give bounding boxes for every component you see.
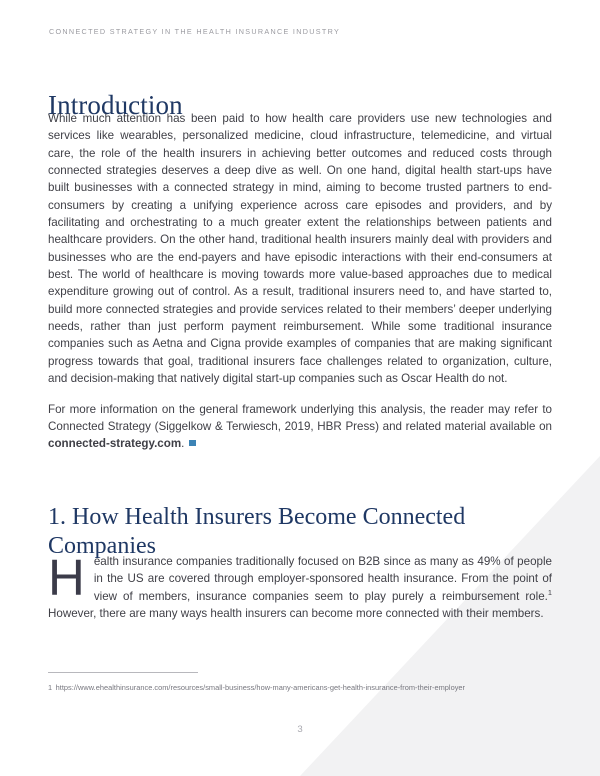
paragraph: While much attention has been paid to how health care providers use new technologies and services like wearables, personalized medicine, cloud infrastructure, telemedicine, and virtual care, the role of the health insurers in achieving better outcomes and reduced costs through connected strategies deserves a deep dive as well. On one hand, digital health start-ups have built businesses with a connected strategy in mind, aiming to become trusted partners to end-consumers by creating a unifying experience across care episodes and providers, and by facilitating and orchestrating to a much greater extent the relationships between patients and healthcare providers. On the other hand, traditional health insurers mainly deal with providers and businesses who are the end-payers and have episodic interactions with their end-consumers at best. The world of healthcare is moving towards more value-based approaches due to medical expenditure growing out of control. As a result, traditional insurers need to, and have started to, build more connected strategies and provide services related to their members’ deeper underlying needs, rather than just perform payment reimbursement. While some traditional insurance companies such as Aetna and Cigna provide examples of companies that are making significant progress towards that goal, traditional insurers face challenges related to organization, culture, and decision-making that natively digital start-up companies such as Oscar Health do not. xyxy=(48,112,552,386)
reference-trail-text: . xyxy=(181,437,185,451)
square-marker-icon xyxy=(189,440,196,447)
section-one-body xyxy=(48,549,552,622)
introduction-body xyxy=(48,110,552,453)
page-number: 3 xyxy=(297,724,303,735)
footnote-number: 1 xyxy=(48,683,53,692)
connected-strategy-link[interactable]: connected-strategy.com xyxy=(48,437,182,451)
section-heading: 1. How Health Insurers Become Connected Companies xyxy=(48,503,466,560)
reference-paragraph xyxy=(48,401,552,453)
drop-cap: H xyxy=(48,549,85,606)
footnote-reference-marker[interactable]: 1 xyxy=(547,587,552,597)
paragraph-text-after-footnote: However, there are many ways health insurers can become more connected with their members. xyxy=(48,607,544,621)
footnote-separator-rule xyxy=(48,672,198,673)
running-head: CONNECTED STRATEGY IN THE HEALTH INSURANCE INDUSTRY xyxy=(49,27,341,36)
footnote-url[interactable]: https://www.ehealthinsurance.com/resources/small-business/how-many-americans-get-health-insurance-from-their-employer xyxy=(55,683,466,692)
paragraph xyxy=(48,549,552,622)
paragraph-text-before-footnote: ealth insurance companies traditionally focused on B2B since as many as 49% of people in the US are covered through employer-sponsored health insurance. From the point of view of members, insurance companies seem to play purely a reimbursement role. xyxy=(93,555,552,603)
footnote-item xyxy=(48,682,546,693)
page-title: Introduction xyxy=(48,90,183,121)
reference-lead-text: For more information on the general framework underlying this analysis, the reader may refer to Connected Strategy (Siggelkow & Terwiesch, 2019, HBR Press) and related material available on xyxy=(48,402,552,433)
